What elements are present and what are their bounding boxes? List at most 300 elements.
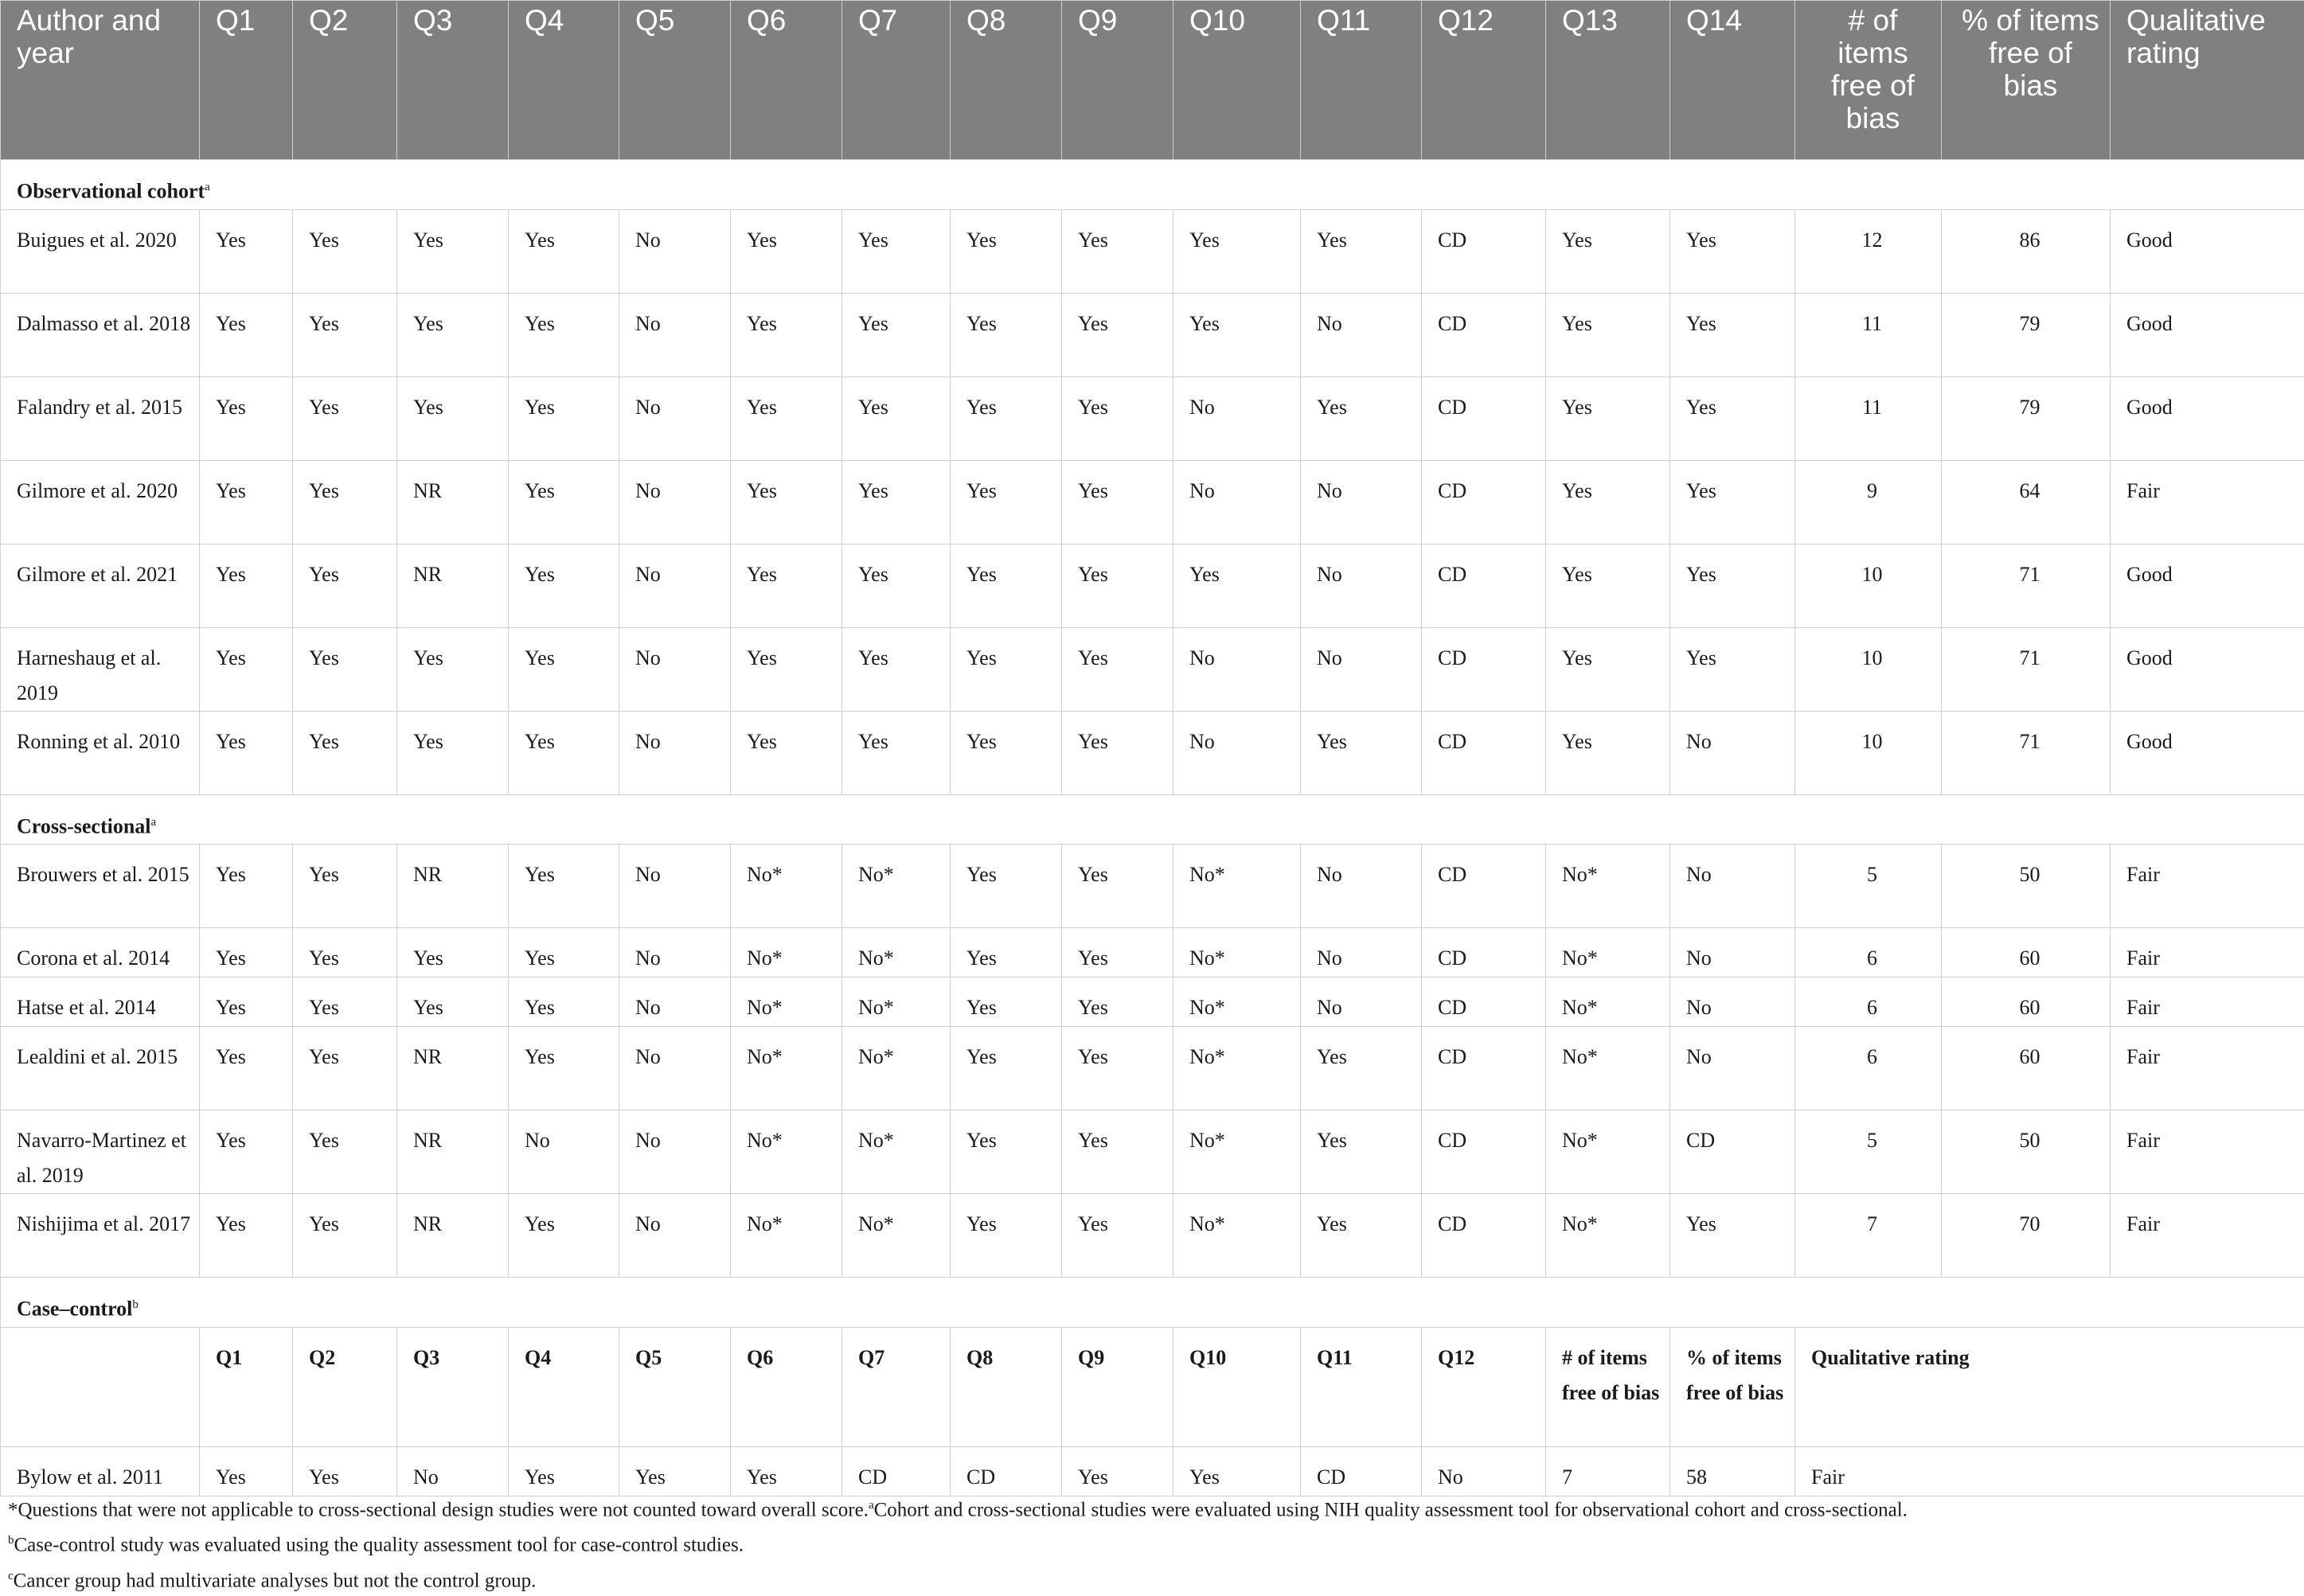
table-cell: 60 — [1942, 928, 2111, 978]
table-cell: Yes — [397, 377, 509, 460]
table-cell: No — [619, 377, 731, 460]
table-cell: Yes — [1062, 544, 1173, 627]
table-cell: No* — [731, 845, 842, 928]
footnote-c: Cancer group had multivariate analyses but not the control group. — [14, 1570, 537, 1591]
table-cell: Fair — [2111, 1110, 2304, 1194]
table-cell: No* — [731, 928, 842, 978]
table-row — [1, 845, 2304, 928]
table-cell: 50 — [1942, 1110, 2111, 1194]
table-cell: Yes — [509, 293, 619, 377]
table-cell: Yes — [200, 544, 293, 627]
table-cell: Yes — [1062, 928, 1173, 978]
column-header: Q7 — [842, 1327, 951, 1446]
table-cell: 10 — [1795, 627, 1942, 711]
table-cell: No — [1301, 544, 1422, 627]
table-row — [1, 377, 2304, 460]
table-cell: CD — [1422, 978, 1546, 1027]
study-author-year: Gilmore et al. 2021 — [1, 544, 200, 627]
table-cell: Yes — [842, 209, 951, 293]
table-cell: Good — [2111, 711, 2304, 794]
table-cell: Good — [2111, 377, 2304, 460]
table-cell: 60 — [1942, 978, 2111, 1027]
table-cell: Yes — [951, 377, 1062, 460]
table-cell: No — [1670, 978, 1795, 1027]
table-cell: No — [1173, 460, 1301, 544]
column-header — [1, 1327, 200, 1446]
footnote-b: Case-control study was evaluated using the quality assessment tool for case-control studies. — [14, 1535, 744, 1556]
table-cell: No* — [731, 1194, 842, 1278]
table-cell: Yes — [200, 627, 293, 711]
column-header: Q10 — [1173, 1, 1301, 160]
column-header: % of items free of bias — [1670, 1327, 1795, 1446]
table-cell: No* — [731, 978, 842, 1027]
table-row — [1, 1027, 2304, 1110]
column-header: Author and year — [1, 1, 200, 160]
table-cell: Yes — [1670, 1194, 1795, 1278]
table-cell: Yes — [1173, 544, 1301, 627]
table-row — [1, 1446, 2304, 1496]
table-cell: No — [619, 845, 731, 928]
section-title — [1, 160, 2304, 210]
table-cell: No* — [842, 1110, 951, 1194]
column-header: Q3 — [397, 1, 509, 160]
table-cell: 5 — [1795, 845, 1942, 928]
column-header: % of items free of bias — [1942, 1, 2111, 160]
table-cell: Yes — [842, 377, 951, 460]
study-author-year: Ronning et al. 2010 — [1, 711, 200, 794]
table-cell: No — [619, 928, 731, 978]
table-cell: No* — [842, 1027, 951, 1110]
table-cell: Yes — [842, 711, 951, 794]
table-cell: Yes — [200, 978, 293, 1027]
table-cell: Yes — [397, 711, 509, 794]
table-cell: CD — [842, 1446, 951, 1496]
section-title-marker: a — [151, 816, 157, 829]
table-cell: NR — [397, 544, 509, 627]
column-header: Q6 — [731, 1, 842, 160]
table-cell: No — [1173, 711, 1301, 794]
table-cell: Yes — [1546, 209, 1670, 293]
table-cell: Yes — [200, 1446, 293, 1496]
table-cell: 70 — [1942, 1194, 2111, 1278]
table-cell: No — [619, 460, 731, 544]
column-header: Q4 — [509, 1, 619, 160]
footnote-line-1 — [8, 1490, 2304, 1525]
table-cell: 6 — [1795, 928, 1942, 978]
table-cell: Yes — [1062, 1446, 1173, 1496]
table-cell: Yes — [1301, 209, 1422, 293]
column-header: Q6 — [731, 1327, 842, 1446]
table-cell: Yes — [1062, 377, 1173, 460]
table-row — [1, 978, 2304, 1027]
table-cell: No* — [842, 928, 951, 978]
table-cell: Yes — [509, 1194, 619, 1278]
table-cell: Yes — [1062, 1110, 1173, 1194]
table-cell: Yes — [200, 1027, 293, 1110]
table-cell: 6 — [1795, 1027, 1942, 1110]
table-cell: Yes — [1546, 627, 1670, 711]
study-author-year: Harneshaug et al. 2019 — [1, 627, 200, 711]
table-cell: No* — [1546, 1110, 1670, 1194]
table-cell: Yes — [1173, 209, 1301, 293]
table-cell: Good — [2111, 627, 2304, 711]
column-header: Q2 — [293, 1, 397, 160]
table-cell: 9 — [1795, 460, 1942, 544]
column-header: Q11 — [1301, 1327, 1422, 1446]
column-header: Q8 — [951, 1, 1062, 160]
table-cell: Yes — [1301, 377, 1422, 460]
footnote-c-marker: c — [8, 1570, 14, 1582]
table-row — [1, 1110, 2304, 1194]
table-cell: No — [619, 209, 731, 293]
table-cell: Yes — [1062, 293, 1173, 377]
table-cell: Good — [2111, 544, 2304, 627]
column-header: Q5 — [619, 1, 731, 160]
table-cell: Yes — [1670, 209, 1795, 293]
table-cell: Yes — [509, 460, 619, 544]
table-cell: No — [1301, 978, 1422, 1027]
table-cell: Yes — [509, 1027, 619, 1110]
table-cell: No — [619, 978, 731, 1027]
column-header: Q1 — [200, 1327, 293, 1446]
table-cell: Yes — [619, 1446, 731, 1496]
table-cell: Yes — [1062, 845, 1173, 928]
study-author-year: Gilmore et al. 2020 — [1, 460, 200, 544]
section-title-text: Case–control — [17, 1297, 132, 1321]
table-cell: Yes — [731, 1446, 842, 1496]
table-cell: Yes — [397, 293, 509, 377]
table-cell: Yes — [951, 627, 1062, 711]
table-cell: Yes — [731, 627, 842, 711]
table-cell: Yes — [200, 460, 293, 544]
table-cell: Yes — [1670, 544, 1795, 627]
table-cell: Yes — [200, 711, 293, 794]
table-cell: Fair — [2111, 460, 2304, 544]
table-cell: 79 — [1942, 377, 2111, 460]
table-cell: 71 — [1942, 544, 2111, 627]
table-cell: No — [1301, 460, 1422, 544]
column-header: Q13 — [1546, 1, 1670, 160]
table-cell: 11 — [1795, 377, 1942, 460]
table-cell: Yes — [951, 209, 1062, 293]
section-title-text: Observational cohort — [17, 180, 205, 203]
table-cell: Yes — [951, 1194, 1062, 1278]
table-cell: Yes — [509, 978, 619, 1027]
table-cell: Yes — [200, 377, 293, 460]
table-cell: Yes — [1062, 978, 1173, 1027]
table-cell: Yes — [1301, 1194, 1422, 1278]
table-cell: No* — [842, 1194, 951, 1278]
table-cell: Yes — [951, 928, 1062, 978]
table-cell: CD — [1422, 627, 1546, 711]
table-cell: No — [619, 544, 731, 627]
table-cell: NR — [397, 1194, 509, 1278]
table-cell: No — [619, 1027, 731, 1110]
table-cell: Fair — [2111, 928, 2304, 978]
table-cell: Yes — [200, 928, 293, 978]
table-cell: Yes — [293, 1027, 397, 1110]
table-cell: Yes — [731, 293, 842, 377]
table-cell: 79 — [1942, 293, 2111, 377]
table-cell: 12 — [1795, 209, 1942, 293]
column-header: # of items free of bias — [1795, 1, 1942, 160]
footnote-line-3 — [8, 1561, 2304, 1596]
table-cell: No — [1670, 928, 1795, 978]
study-author-year: Falandry et al. 2015 — [1, 377, 200, 460]
table-cell: CD — [1422, 1027, 1546, 1110]
table-cell: NR — [397, 1110, 509, 1194]
table-cell: CD — [1670, 1110, 1795, 1194]
table-cell: Fair — [2111, 1194, 2304, 1278]
table-cell: No — [619, 1110, 731, 1194]
table-cell: Yes — [1301, 1110, 1422, 1194]
table-cell: Yes — [951, 293, 1062, 377]
table-cell: 7 — [1546, 1446, 1670, 1496]
table-cell: Yes — [731, 209, 842, 293]
table-cell: Yes — [951, 978, 1062, 1027]
table-cell: Yes — [509, 209, 619, 293]
table-cell: Yes — [1062, 1194, 1173, 1278]
table-cell: Yes — [293, 293, 397, 377]
table-cell: No* — [1546, 978, 1670, 1027]
table-cell: Yes — [1546, 293, 1670, 377]
study-author-year: Dalmasso et al. 2018 — [1, 293, 200, 377]
table-cell: No* — [1546, 1194, 1670, 1278]
table-cell: No — [619, 627, 731, 711]
table-cell: Yes — [731, 544, 842, 627]
table-cell: Yes — [951, 544, 1062, 627]
study-author-year: Brouwers et al. 2015 — [1, 845, 200, 928]
table-cell: No — [619, 1194, 731, 1278]
table-cell: Yes — [1062, 209, 1173, 293]
table-cell: Yes — [293, 711, 397, 794]
column-header: Q7 — [842, 1, 951, 160]
table-cell: NR — [397, 845, 509, 928]
case-control-header-row — [1, 1327, 2304, 1446]
table-cell: Yes — [509, 544, 619, 627]
column-header: Q3 — [397, 1327, 509, 1446]
table-cell: Yes — [397, 928, 509, 978]
section-row-cross — [1, 794, 2304, 845]
table-cell: No — [1301, 293, 1422, 377]
table-cell: No* — [1546, 845, 1670, 928]
table-cell: Yes — [293, 845, 397, 928]
section-title-marker: a — [205, 181, 210, 193]
table-cell: No — [619, 711, 731, 794]
study-author-year: Buigues et al. 2020 — [1, 209, 200, 293]
table-cell: CD — [1422, 928, 1546, 978]
table-cell: 71 — [1942, 627, 2111, 711]
table-cell: Yes — [200, 209, 293, 293]
table-cell: Good — [2111, 209, 2304, 293]
table-cell: Yes — [951, 711, 1062, 794]
table-cell: No* — [842, 845, 951, 928]
table-cell: NR — [397, 1027, 509, 1110]
section-title — [1, 1278, 2304, 1328]
table-cell: No — [1301, 928, 1422, 978]
table-row — [1, 460, 2304, 544]
table-cell: Yes — [200, 1194, 293, 1278]
table-cell: Yes — [397, 627, 509, 711]
table-cell: No — [1670, 845, 1795, 928]
table-cell: CD — [1301, 1446, 1422, 1496]
table-cell: Yes — [397, 209, 509, 293]
table-cell: No* — [1546, 928, 1670, 978]
table-cell: Yes — [293, 460, 397, 544]
table-cell: No — [397, 1446, 509, 1496]
table-cell: Yes — [1670, 460, 1795, 544]
table-cell: Yes — [951, 845, 1062, 928]
table-cell: Yes — [509, 928, 619, 978]
table-cell: CD — [1422, 460, 1546, 544]
table-cell: 6 — [1795, 978, 1942, 1027]
table-cell: Yes — [1546, 377, 1670, 460]
table-cell: No* — [1173, 1194, 1301, 1278]
table-cell: Yes — [509, 845, 619, 928]
section-row-case — [1, 1278, 2304, 1328]
table-cell: CD — [951, 1446, 1062, 1496]
table-cell: No* — [1173, 928, 1301, 978]
column-header: Q9 — [1062, 1327, 1173, 1446]
table-cell: Yes — [509, 711, 619, 794]
table-cell: No — [509, 1110, 619, 1194]
table-cell: No — [619, 293, 731, 377]
table-cell: 7 — [1795, 1194, 1942, 1278]
table-cell: NR — [397, 460, 509, 544]
table-cell: Yes — [293, 377, 397, 460]
table-cell: Yes — [509, 627, 619, 711]
table-cell: Yes — [1301, 1027, 1422, 1110]
table-cell: Yes — [1670, 293, 1795, 377]
table-cell: Yes — [200, 1110, 293, 1194]
footnote-a-marker: a — [869, 1499, 874, 1512]
table-cell: 10 — [1795, 711, 1942, 794]
table-cell: CD — [1422, 377, 1546, 460]
table-footnotes — [0, 1490, 2304, 1596]
table-cell: No* — [1173, 845, 1301, 928]
column-header: Q14 — [1670, 1, 1795, 160]
table-cell: Fair — [2111, 1027, 2304, 1110]
table-cell: Yes — [1546, 711, 1670, 794]
table-cell: Yes — [293, 627, 397, 711]
table-cell: No* — [731, 1027, 842, 1110]
table-cell: CD — [1422, 1110, 1546, 1194]
table-cell: Yes — [1301, 711, 1422, 794]
column-header: Q11 — [1301, 1, 1422, 160]
section-title-marker: b — [132, 1298, 139, 1311]
table-cell: 11 — [1795, 293, 1942, 377]
column-header: Qualitative rating — [2111, 1, 2304, 160]
footnote-b-marker: b — [8, 1534, 14, 1547]
table-row — [1, 1194, 2304, 1278]
study-author-year: Lealdini et al. 2015 — [1, 1027, 200, 1110]
table-cell: Yes — [509, 1446, 619, 1496]
column-header: Q12 — [1422, 1, 1546, 160]
section-row-cohort — [1, 160, 2304, 210]
table-cell: Yes — [397, 978, 509, 1027]
table-cell: No* — [1173, 1110, 1301, 1194]
footnote-star: *Questions that were not applicable to cross-sectional design studies were not counted toward overall score. — [8, 1499, 869, 1520]
table-cell: No — [1670, 711, 1795, 794]
table-cell: CD — [1422, 544, 1546, 627]
table-cell: 5 — [1795, 1110, 1942, 1194]
column-header: Q10 — [1173, 1327, 1301, 1446]
table-cell: No* — [731, 1110, 842, 1194]
study-author-year: Bylow et al. 2011 — [1, 1446, 200, 1496]
table-cell: No* — [1546, 1027, 1670, 1110]
table-cell: Yes — [1062, 1027, 1173, 1110]
study-author-year: Nishijima et al. 2017 — [1, 1194, 200, 1278]
table-cell: Yes — [731, 711, 842, 794]
table-cell: Yes — [1670, 627, 1795, 711]
table-cell: 64 — [1942, 460, 2111, 544]
table-cell: Yes — [1173, 293, 1301, 377]
table-cell: CD — [1422, 1194, 1546, 1278]
study-author-year: Navarro-Martinez et al. 2019 — [1, 1110, 200, 1194]
column-header: # of items free of bias — [1546, 1327, 1670, 1446]
table-cell: Yes — [1173, 1446, 1301, 1496]
table-cell: 86 — [1942, 209, 2111, 293]
table-cell: Fair — [1795, 1446, 2304, 1496]
column-header: Q9 — [1062, 1, 1173, 160]
table-cell: Yes — [200, 845, 293, 928]
column-header: Q5 — [619, 1327, 731, 1446]
footnote-a: Cohort and cross-sectional studies were evaluated using NIH quality assessment tool for observational cohort and cross-sectional. — [874, 1499, 1908, 1520]
table-cell: Yes — [951, 1110, 1062, 1194]
table-cell: 71 — [1942, 711, 2111, 794]
table-cell: Yes — [842, 627, 951, 711]
table-cell: No — [1173, 377, 1301, 460]
table-row — [1, 711, 2304, 794]
table-cell: 60 — [1942, 1027, 2111, 1110]
column-header: Q8 — [951, 1327, 1062, 1446]
table-cell: CD — [1422, 293, 1546, 377]
table-header-row — [1, 1, 2304, 160]
table-cell: No — [1301, 627, 1422, 711]
table-cell: 58 — [1670, 1446, 1795, 1496]
table-cell: Yes — [293, 978, 397, 1027]
table-cell: Yes — [1546, 544, 1670, 627]
table-cell: No — [1670, 1027, 1795, 1110]
table-cell: Yes — [293, 928, 397, 978]
table-cell: Yes — [842, 544, 951, 627]
section-title — [1, 794, 2304, 845]
column-header: Q2 — [293, 1327, 397, 1446]
table-row — [1, 209, 2304, 293]
table-cell: Yes — [842, 293, 951, 377]
table-cell: Yes — [509, 377, 619, 460]
table-cell: CD — [1422, 711, 1546, 794]
column-header: Q1 — [200, 1, 293, 160]
column-header: Q4 — [509, 1327, 619, 1446]
table-cell: Yes — [842, 460, 951, 544]
table-cell: Yes — [1670, 377, 1795, 460]
table-cell: Yes — [731, 377, 842, 460]
table-cell: No* — [1173, 978, 1301, 1027]
table-cell: No — [1173, 627, 1301, 711]
table-row — [1, 928, 2304, 978]
table-cell: 10 — [1795, 544, 1942, 627]
table-cell: No — [1422, 1446, 1546, 1496]
table-row — [1, 627, 2304, 711]
study-author-year: Corona et al. 2014 — [1, 928, 200, 978]
column-header: Q12 — [1422, 1327, 1546, 1446]
table-cell: Fair — [2111, 978, 2304, 1027]
column-header: Qualitative rating — [1795, 1327, 2304, 1446]
table-cell: Yes — [1062, 627, 1173, 711]
table-row — [1, 544, 2304, 627]
table-cell: Yes — [1546, 460, 1670, 544]
